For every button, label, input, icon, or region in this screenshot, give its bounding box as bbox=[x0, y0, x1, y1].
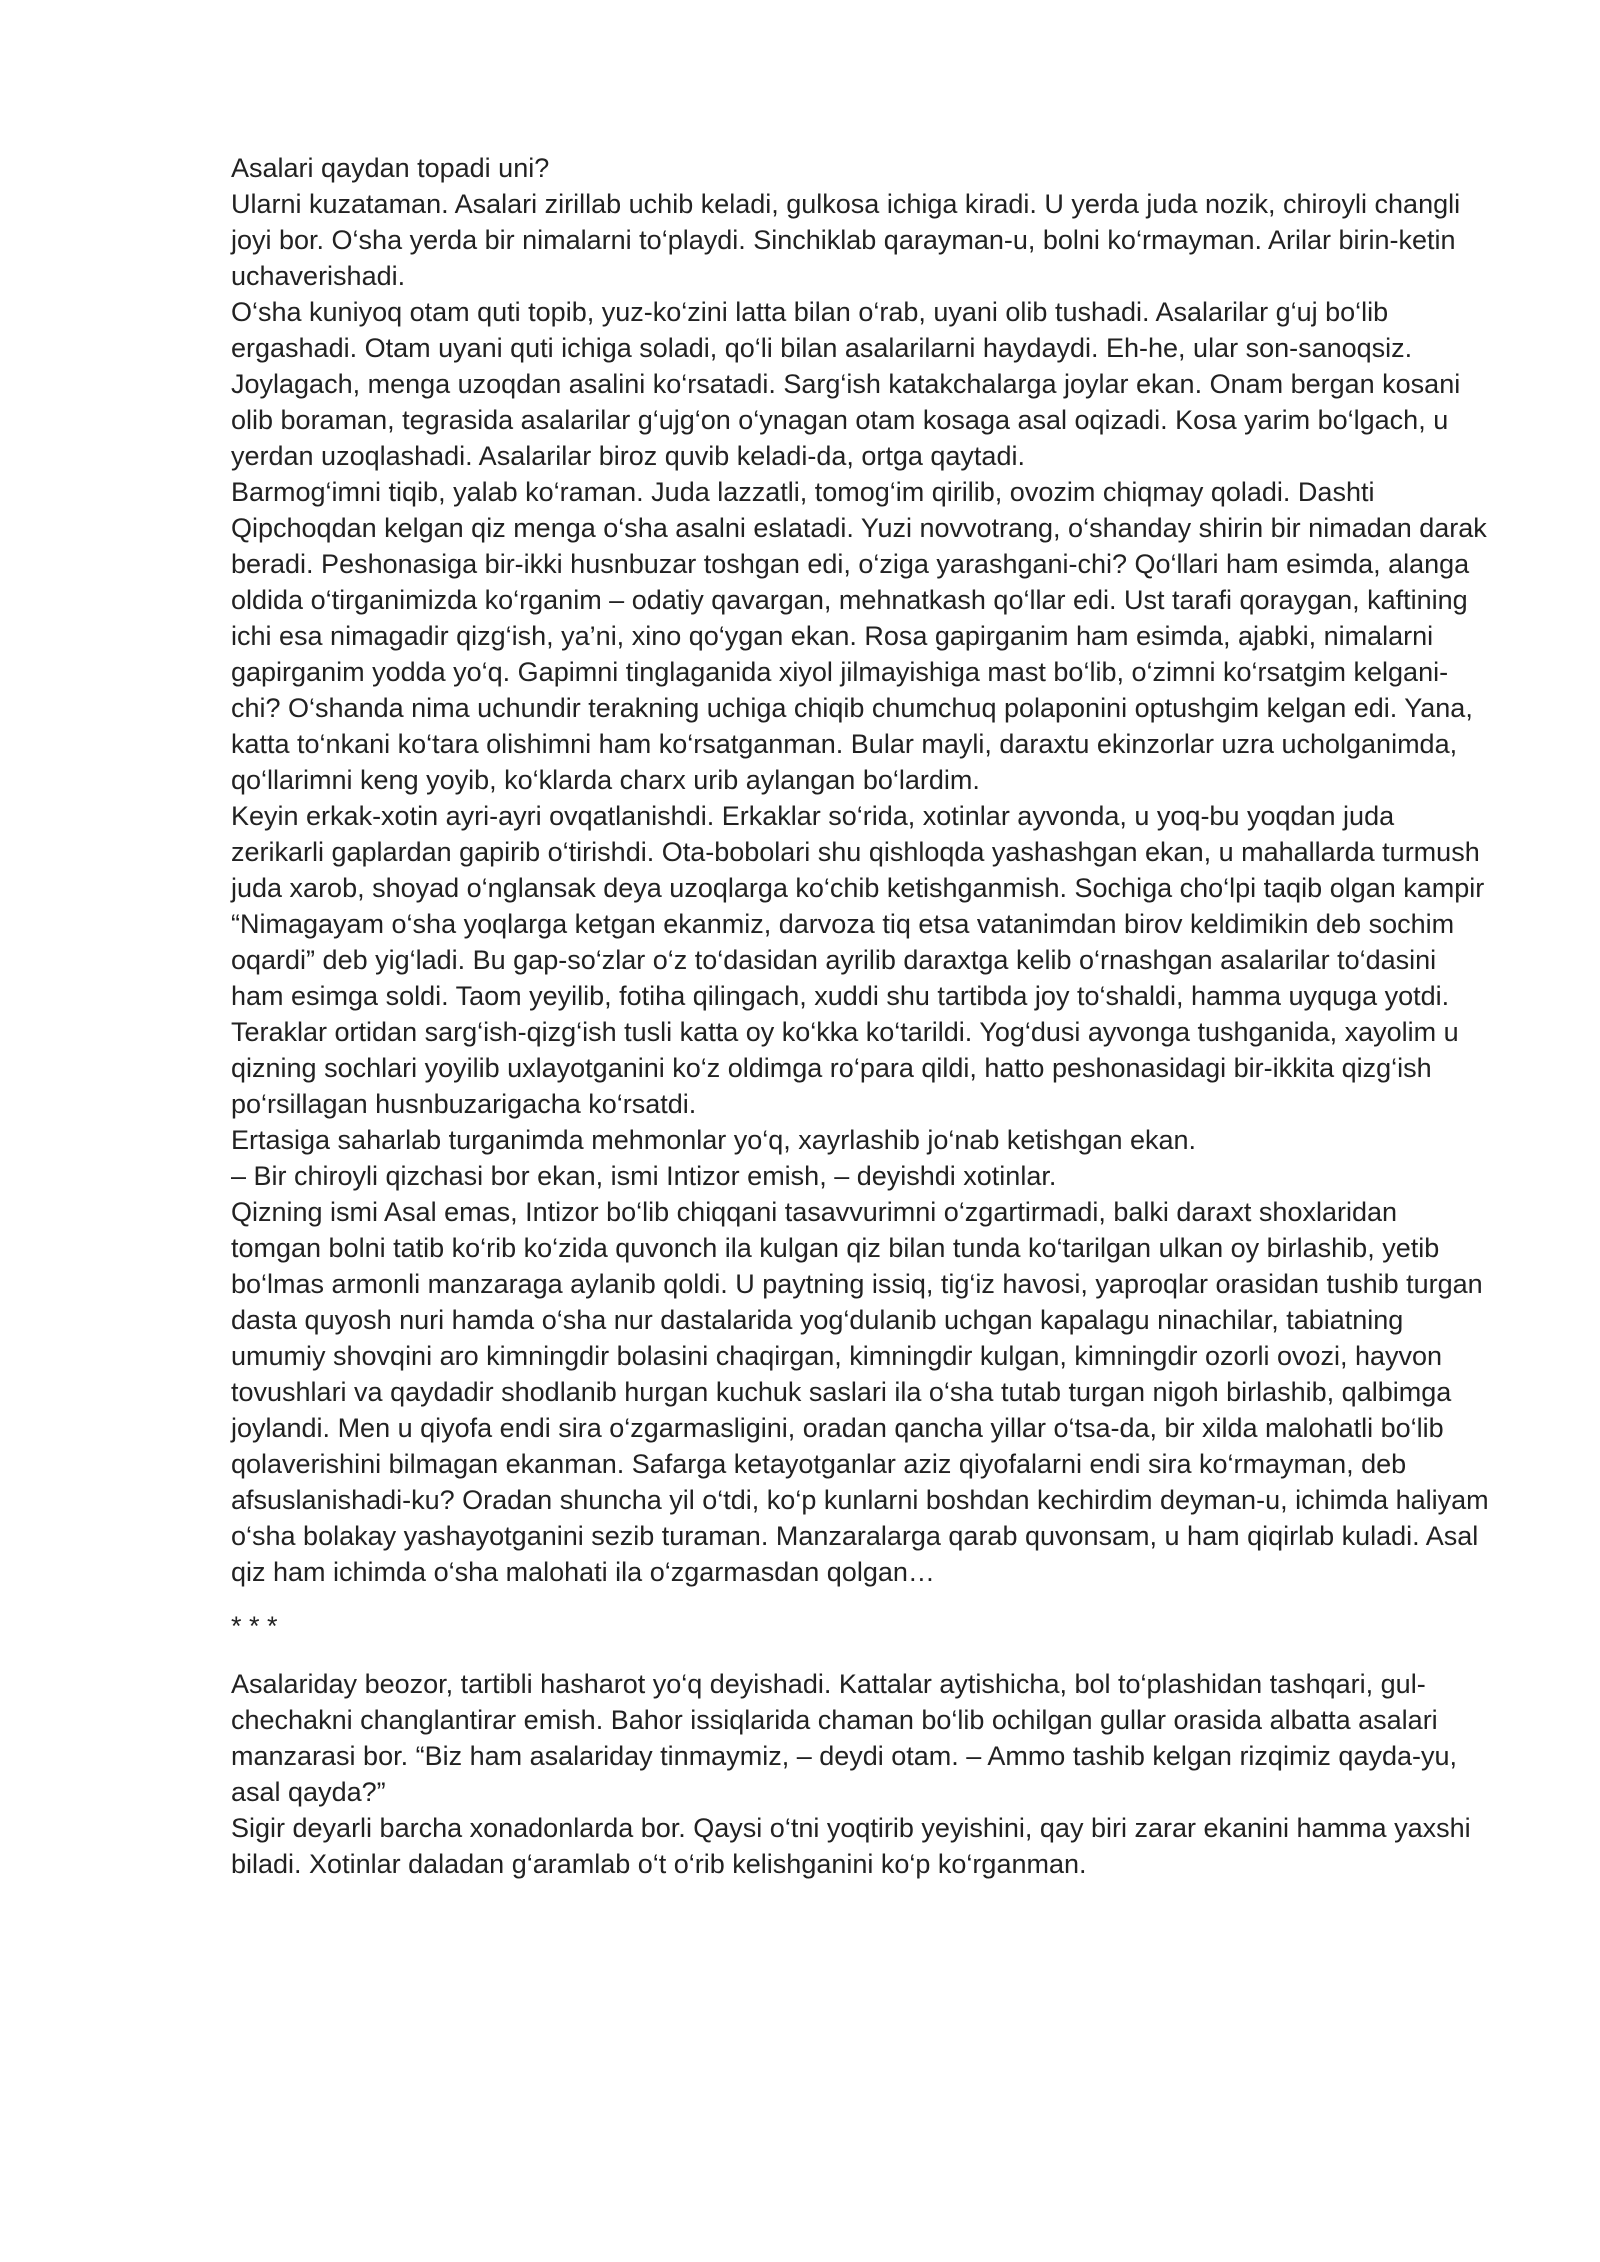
document-page bbox=[231, 150, 1491, 1882]
paragraph: Qizning ismi Asal emas, Intizor bo‘lib chiqqani tasavvurimni o‘zgartirmadi, balki daraxt shoxlaridan tomgan bolni tatib ko‘rib ko‘zida quvonch ila kulgan qiz bilan tunda ko‘tarilgan ulkan oy birlashib, yetib bo‘lmas armonli manzaraga aylanib qoldi. U paytning issiq, tig‘iz havosi, yaproqlar orasidan tushib turgan dasta quyosh nuri hamda o‘sha nur dastalarida yog‘dulanib uchgan kapalagu ninachilar, tabiatning umumiy shovqini aro kimningdir bolasini chaqirgan, kimningdir kulgan, kimningdir ozorli ovozi, hayvon tovushlari va qaydadir shodlanib hurgan kuchuk saslari ila o‘sha tutab turgan nigoh birlashib, qalbimga joylandi. Men u qiyofa endi sira o‘zgarmasligini, oradan qancha yillar o‘tsa-da, bir xilda malohatli bo‘lib qolaverishini bilmagan ekanman. Safarga ketayotganlar aziz qiyofalarni endi sira ko‘rmayman, deb afsuslanishadi-ku? Oradan shuncha yil o‘tdi, ko‘p kunlarni boshdan kechirdim deyman-u, ichimda haliyam o‘sha bolakay yashayotganini sezib turaman. Manzaralarga qarab quvonsam, u ham qiqirlab kuladi. Asal qiz ham ichimda o‘sha malohati ila o‘zgarmasdan qolgan… bbox=[231, 1197, 1489, 1587]
paragraph: Ertasiga saharlab turganimda mehmonlar yo‘q, xayrlashib jo‘nab ketishgan ekan. bbox=[231, 1125, 1197, 1155]
paragraph: Asalari qaydan topadi uni? bbox=[231, 153, 550, 183]
paragraph: Asalariday beozor, tartibli hasharot yo‘q deyishadi. Kattalar aytishicha, bol to‘plashidan tashqari, gul-chechakni changlantirar emish. Bahor issiqlarida chaman bo‘lib ochilgan gullar orasida albatta asalari manzarasi bor. “Biz ham asalariday tinmaymiz, – deydi otam. – Ammo tashib kelgan rizqimiz qayda-yu, asal qayda?” bbox=[231, 1669, 1458, 1807]
paragraph: Keyin erkak-xotin ayri-ayri ovqatlanishdi. Erkaklar so‘rida, xotinlar ayvonda, u yoq-bu yoqdan juda zerikarli gaplardan gapirib o‘tirishdi. Ota-bobolari shu qishloqda yashashgan ekan, u mahallarda turmush juda xarob, shoyad o‘nglansak deya uzoqlarga ko‘chib ketishganmish. Sochiga cho‘lpi taqib olgan kampir “Nimagayam o‘sha yoqlarga ketgan ekanmiz, darvoza tiq etsa vatanimdan birov keldimikin deb sochim oqardi” deb yig‘ladi. Bu gap-so‘zlar o‘z to‘dasidan ayrilib daraxtga kelib o‘rnashgan asalarilar to‘dasini ham esimga soldi. Taom yeyilib, fotiha qilingach, xuddi shu tartibda joy to‘shaldi, hamma uyquga yotdi. bbox=[231, 801, 1485, 1011]
paragraph: – Bir chiroyli qizchasi bor ekan, ismi Intizor emish, – deyishdi xotinlar. bbox=[231, 1161, 1057, 1191]
paragraph: Barmog‘imni tiqib, yalab ko‘raman. Juda lazzatli, tomog‘im qirilib, ovozim chiqmay qoladi. Dashti Qipchoqdan kelgan qiz menga o‘sha asalni eslatadi. Yuzi novvotrang, o‘shanday shirin bir nimadan darak beradi. Peshonasiga bir-ikki husnbuzar toshgan edi, o‘ziga yarashgani-chi? Qo‘llari ham esimda, alanga oldida o‘tirganimizda ko‘rganim – odatiy qavargan, mehnatkash qo‘llar edi. Ust tarafi qoraygan, kaftining ichi esa nimagadir qizg‘ish, ya’ni, xino qo‘ygan ekan. Rosa gapirganim ham esimda, ajabki, nimalarni gapirganim yodda yo‘q. Gapimni tinglaganida xiyol jilmayishiga mast bo‘lib, o‘zimni ko‘rsatgim kelgani-chi? O‘shanda nima uchundir terakning uchiga chiqib chumchuq polaponini optushgim kelgan edi. Yana, katta to‘nkani ko‘tara olishimni ham ko‘rsatganman. Bular mayli, daraxtu ekinzorlar uzra ucholganimda, qo‘llarimni keng yoyib, ko‘klarda charx urib aylangan bo‘lardim. bbox=[231, 477, 1487, 795]
paragraph: Sigir deyarli barcha xonadonlarda bor. Qaysi o‘tni yoqtirib yeyishini, qay biri zarar ekanini hamma yaxshi biladi. Xotinlar daladan g‘aramlab o‘t o‘rib kelishganini ko‘p ko‘rganman. bbox=[231, 1813, 1471, 1879]
paragraph: Ularni kuzataman. Asalari zirillab uchib keladi, gulkosa ichiga kiradi. U yerda juda nozik, chiroyli changli joyi bor. O‘sha yerda bir nimalarni to‘playdi. Sinchiklab qarayman-u, bolni ko‘rmayman. Arilar birin-ketin uchaverishadi. bbox=[231, 189, 1461, 291]
paragraph: Teraklar ortidan sarg‘ish-qizg‘ish tusli katta oy ko‘kka ko‘tarildi. Yog‘dusi ayvonga tushganida, xayolim u qizning sochlari yoyilib uxlayotganini ko‘z oldimga ro‘para qildi, hatto peshonasidagi bir-ikkita qizg‘ish po‘rsillagan husnbuzarigacha ko‘rsatdi. bbox=[231, 1017, 1459, 1119]
section-separator: * * * bbox=[231, 1611, 278, 1641]
paragraph: O‘sha kuniyoq otam quti topib, yuz-ko‘zini latta bilan o‘rab, uyani olib tushadi. Asalarilar g‘uj bo‘lib ergashadi. Otam uyani quti ichiga soladi, qo‘li bilan asalarilarni haydaydi. Eh-he, ular son-sanoqsiz. Joylagach, menga uzoqdan asalini ko‘rsatadi. Sarg‘ish katakchalarga joylar ekan. Onam bergan kosani olib boraman, tegrasida asalarilar g‘ujg‘on o‘ynagan otam kosaga asal oqizadi. Kosa yarim bo‘lgach, u yerdan uzoqlashadi. Asalarilar biroz quvib keladi-da, ortga qaytadi. bbox=[231, 297, 1461, 471]
